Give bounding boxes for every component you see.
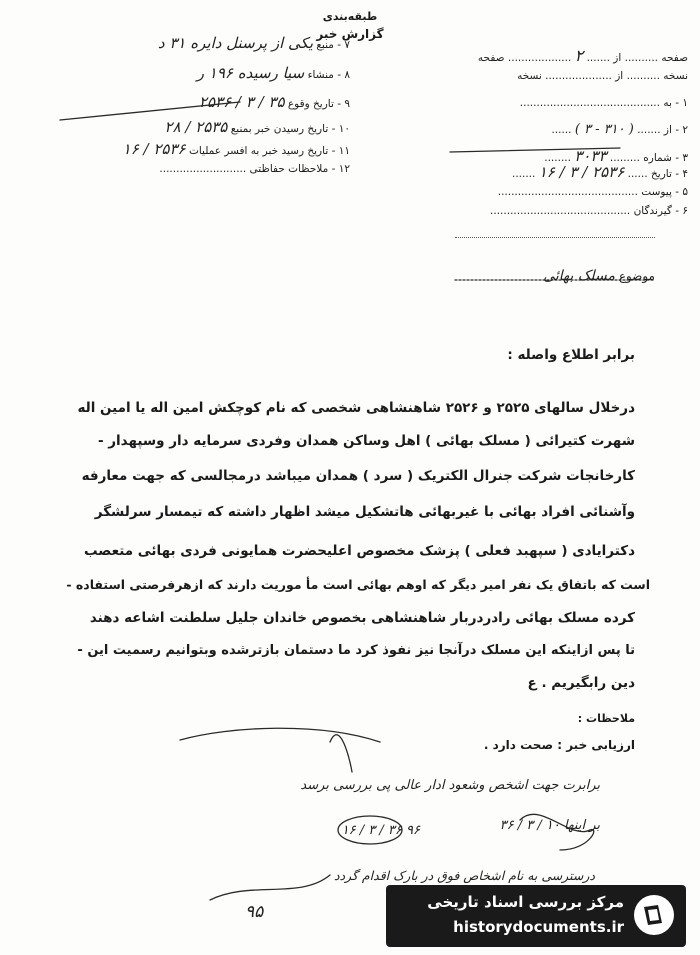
subject-row: موضوع مسلک بهائی [543,268,655,284]
field-number: ۳ - شماره ......... ۳۰۳۳ ........ [544,147,688,165]
page-count-row: صفحه .......... از ....... ۲ ................... صفحه [477,46,688,65]
salutation: برابر اطلاع واصله : [507,347,635,363]
notes-label: ملاحظات : [577,712,635,725]
field-origin: ۸ - منشاء سیا رسیده ۱۹۶ ر [196,64,350,82]
body-line: کرده مسلک بهائی رادردربار شاهنشاهی بخصوص خاندان جلیل سلطنت اشاعه دهند [89,610,635,626]
copy-count-row: نسخه .......... از .................... نسخه [517,70,688,82]
field-source: ۷ - منبع یکی از پرسنل دایره ۳۱ د [157,34,350,52]
signature-stroke [210,875,330,900]
body-line: دین رابگیریم . ع [527,675,635,691]
watermark-title: مرکز بررسی اسناد تاریخی [427,893,624,911]
handwritten-note: برابرت جهت اشخص وشعود ادار عالی پی بررسی برسد [300,778,600,793]
body-line: دکترایادی ( سپهبد فعلی ) پزشک مخصوص اعلیحضرت همایونی فردی بهائی متعصب [83,543,635,559]
field-from: ۲ - از ....... ( ۳۱۰ - ۳ ) ...... [551,122,688,137]
body-line: است که باتفاق یک نفر امیر دیگر که اوهم بهائی است مأ موریت دارند که ازهرفرصتی استفاده - [66,577,650,592]
watermark-url: historydocuments.ir [453,918,624,936]
underline-stroke [450,148,620,152]
signature-stroke [180,728,380,742]
body-line: وآشنائی افراد بهائی با غیربهائی هاتشکیل میشد اظهار داشته که تیمسار سرلشگر [94,504,635,520]
handwritten-note: درسترسی به نام اشخاص فوق در بارک اقدام گردد [333,868,595,883]
field-recipients: ۶ - گیرندگان .......................................... [490,205,688,217]
handwritten-note: ۱۶ / ۳ / ۳۶ ۹۶ [341,823,420,838]
field-source-received-date: ۱۰ - تاریخ رسیدن خبر بمنبع ۲۵۳۵ / ۲۸ [164,118,350,136]
report-title: گزارش خبر [316,27,384,41]
handwritten-initials: ۹۵ [245,902,264,922]
body-line: تا پس ازاینکه این مسلک درآنجا نیز نفوذ کرد ما دستمان بازترشده وبتوانیم رسمیت این - [77,643,635,658]
body-line: کارخانجات شرکت جنرال الکتریک ( سرد ) همدان میباشد درمجالسی که جهت معارفه [81,468,635,484]
logo-icon [632,893,676,937]
field-date: ۴ - تاریخ ...... ۲۵۳۶ / ۳ / ۱۶ ....... [511,163,688,181]
body-line: شهرت کتیرائی ( مسلک بهائی ) اهل وساکن همدان وفردی سرمایه دار وسپهدار - [97,433,635,449]
assessment-row: ارزیابی خبر : صحت دارد . [483,738,635,752]
underline-stroke [60,102,240,120]
handwritten-note: بر اینها ۱۰ / ۳ / ۳۶ [499,818,600,833]
watermark-logo [386,885,686,947]
field-occurrence-date: ۹ - تاریخ وقوع ۳۵ / ۳ / ۲۵۳۶ [198,93,350,111]
field-attachment: ۵ - پیوست .......................................... [497,186,688,198]
signature-stroke [330,735,352,772]
field-officer-received-date: ۱۱ - تاریخ رسید خبر به افسر عملیات ۲۵۳۶ / ۱۶ [122,140,350,158]
signature-stroke [520,814,594,850]
field-security-notes: ۱۲ - ملاحظات حفاظتی .......................... [159,163,350,175]
circled-mark-ellipse [338,816,402,844]
classification-label: طبقه‌بندی [322,10,378,23]
body-line: درخلال سالهای ۲۵۲۵ و ۲۵۲۶ شاهنشاهی شخصی که نام کوچکش امین اله یا امین اله [77,400,635,416]
field-to: ۱ - به .......................................... [519,97,688,109]
